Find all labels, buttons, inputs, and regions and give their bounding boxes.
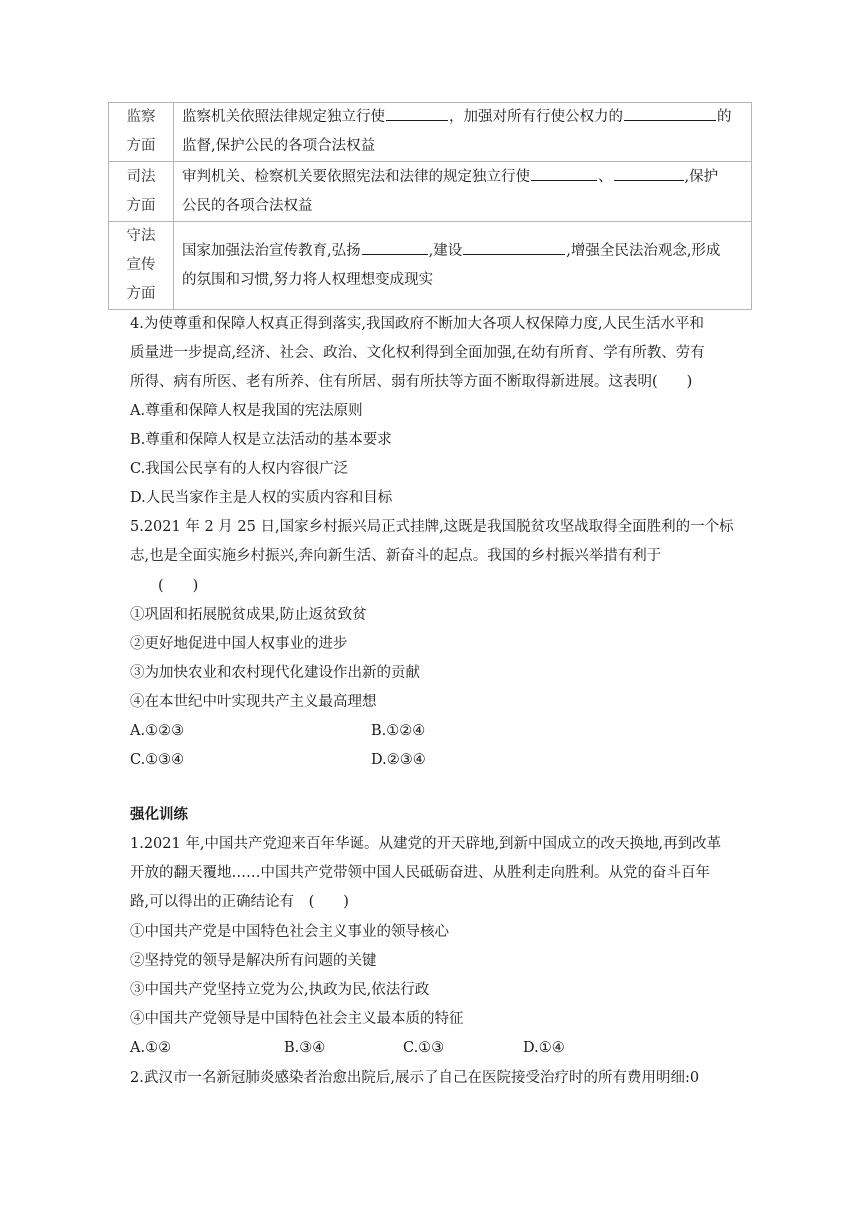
row-label-line: 方面 (126, 286, 156, 302)
answer-blank[interactable] (463, 238, 565, 255)
q5-statement: ②更好地促进中国人权事业的进步 (130, 636, 348, 652)
content-line: 监察机关依照法律规定独立行使 ，加强对所有行使公权力的 的 (182, 103, 743, 132)
answer-blank[interactable] (531, 164, 597, 181)
q4-option-a[interactable]: A.尊重和保障人权是我国的宪法原则 (130, 403, 363, 419)
r1-stem-line: 1.2021 年,中国共产党迎来百年华诞。从建党的开天辟地,到新中国成立的改天换地,再到改革 (130, 836, 722, 852)
r1-option-b[interactable]: B.③④ (284, 1040, 326, 1056)
q5-statement: ①巩固和拓展脱贫成果,防止返贫致贫 (130, 607, 367, 623)
row-label (109, 162, 174, 222)
answer-blank[interactable] (386, 104, 448, 121)
r1-statement: ②坚持党的领导是解决所有问题的关键 (130, 953, 377, 969)
table-row (109, 162, 752, 222)
row-label-line: 宣传 (126, 257, 156, 273)
q5-statement: ④在本世纪中叶实现共产主义最高理想 (130, 694, 377, 710)
q5-option-a[interactable]: A.①②③ (130, 723, 185, 739)
r2-stem-line: 2.武汉市一名新冠肺炎感染者治愈出院后,展示了自己在医院接受治疗时的所有费用明细:0 (130, 1070, 700, 1086)
row-label (109, 222, 174, 310)
content-line: 公民的各项合法权益 (182, 197, 313, 214)
row-content (174, 103, 752, 162)
row-label-line: 司法 (126, 168, 156, 185)
content-line: 审判机关、检察机关要依照宪法和法律的规定独立行使 、 ,保护 (182, 163, 743, 192)
section-title: 强化训练 (130, 806, 188, 823)
r1-stem-line: 路,可以得出的正确结论有 ( ) (130, 894, 349, 910)
q5-option-d[interactable]: D.②③④ (371, 752, 426, 768)
q5-answer-parens: ( ) (158, 578, 199, 594)
q4-stem-line: 4.为使尊重和保障人权真正得到落实,我国政府不断加大各项人权保障力度,人民生活水平和 (130, 316, 705, 332)
q5-option-b[interactable]: B.①②④ (371, 723, 426, 739)
r1-option-a[interactable]: A.①② (130, 1040, 172, 1056)
answer-blank[interactable] (362, 238, 428, 255)
q5-statement: ③为加快农业和农村现代化建设作出新的贡献 (130, 665, 420, 681)
q4-option-c[interactable]: C.我国公民享有的人权内容很广泛 (130, 461, 349, 477)
q4-option-d[interactable]: D.人民当家作主是人权的实质内容和目标 (130, 490, 393, 506)
q5-stem-line: 5.2021 年 2 月 25 日,国家乡村振兴局正式挂牌,这既是我国脱贫攻坚战取得全面胜利的一个标 (130, 519, 734, 535)
q5-stem-line: 志,也是全面实施乡村振兴,奔向新生活、新奋斗的起点。我国的乡村振兴举措有利于 (130, 548, 662, 564)
table-row (109, 103, 752, 162)
answer-blank[interactable] (614, 164, 684, 181)
row-label (109, 103, 174, 162)
content-line: 国家加强法治宣传教育,弘扬 ,建设 ,增强全民法治观念,形成 (182, 237, 743, 266)
fill-in-table (108, 102, 752, 310)
content-line: 的氛围和习惯,努力将人权理想变成现实 (182, 271, 434, 288)
r1-statement: ④中国共产党领导是中国特色社会主义最本质的特征 (130, 1011, 464, 1027)
row-label-line: 守法 (126, 228, 156, 244)
row-label-line: 方面 (126, 138, 156, 154)
answer-blank[interactable] (624, 104, 716, 121)
row-label-line: 方面 (126, 197, 156, 214)
q5-option-c[interactable]: C.①③④ (130, 752, 185, 768)
row-content (174, 162, 752, 222)
r1-option-d[interactable]: D.①④ (523, 1040, 565, 1056)
row-label-line: 监察 (126, 109, 156, 125)
q4-stem-line: 所得、病有所医、老有所养、住有所居、弱有所扶等方面不断取得新进展。这表明( ) (130, 374, 693, 390)
r1-statement: ③中国共产党坚持立党为公,执政为民,依法行政 (130, 982, 430, 998)
q4-option-b[interactable]: B.尊重和保障人权是立法活动的基本要求 (130, 432, 392, 448)
q4-stem-line: 质量进一步提高,经济、社会、政治、文化权利得到全面加强,在幼有所育、学有所教、劳有 (130, 345, 705, 361)
r1-option-c[interactable]: C.①③ (403, 1040, 445, 1056)
row-content (174, 222, 752, 310)
content-line: 监督,保护公民的各项合法权益 (182, 138, 376, 154)
table-row (109, 222, 752, 310)
r1-statement: ①中国共产党是中国特色社会主义事业的领导核心 (130, 924, 449, 940)
r1-stem-line: 开放的翻天覆地……中国共产党带领中国人民砥砺奋进、从胜利走向胜利。从党的奋斗百年 (130, 865, 710, 881)
